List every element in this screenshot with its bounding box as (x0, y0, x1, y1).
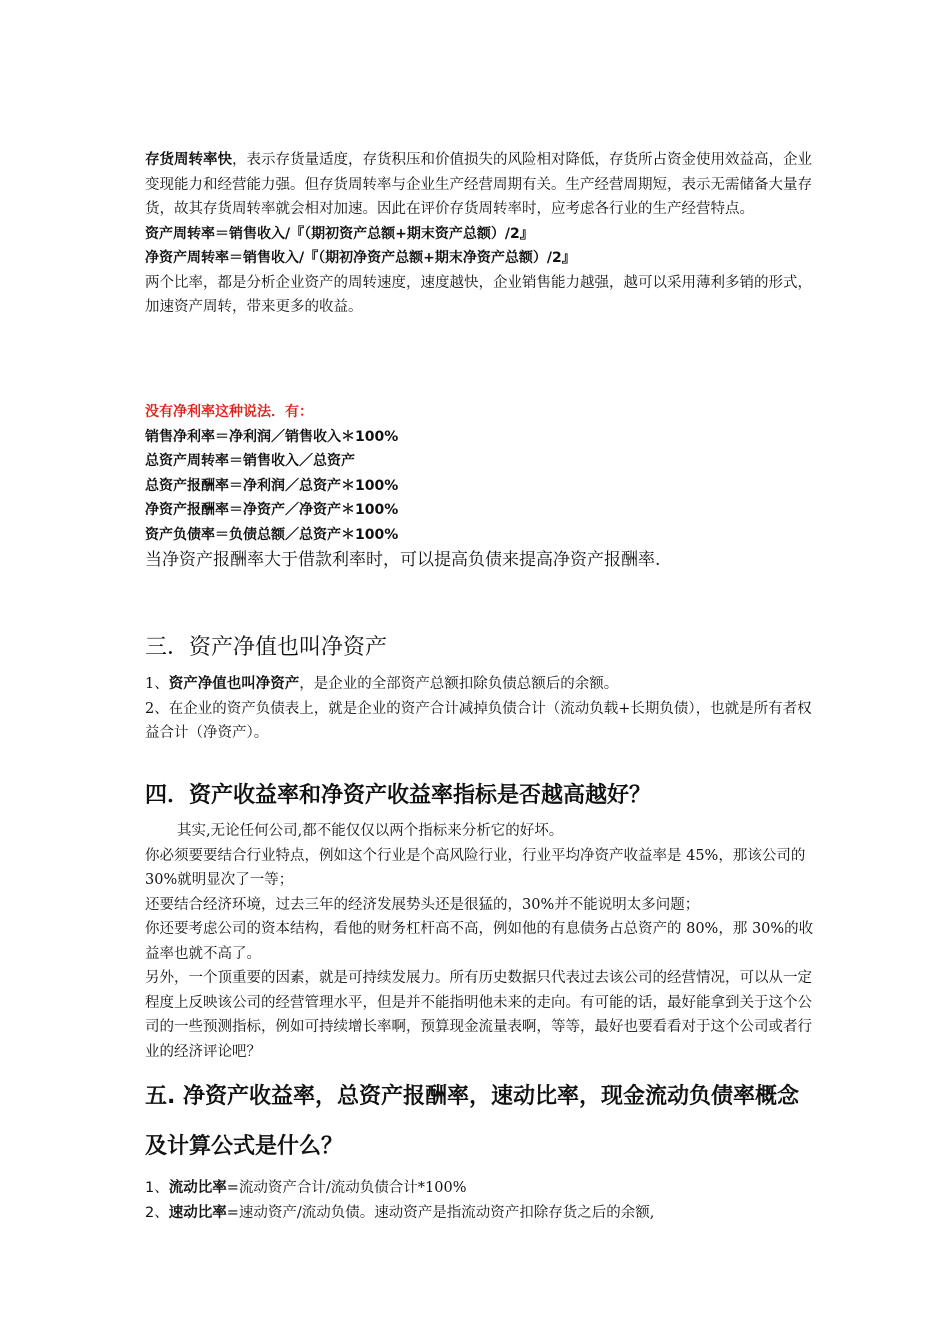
section-5-item-2-bold: 速动比率 (168, 1203, 227, 1221)
section-4-para-2: 你必须要要结合行业特点，例如这个行业是个高风险行业，行业平均净资产收益率是 45%，那该公司的 30%就明显次了一等； (145, 847, 806, 888)
section-5 (145, 1072, 815, 1225)
net-profit-section (145, 400, 815, 573)
formula-debt-ratio: 资产负债率＝负债总额／总资产＊100% (145, 526, 399, 543)
section-5-item-2 (145, 1201, 815, 1226)
section-3-item-1 (145, 672, 815, 697)
inventory-lead: 存货周转率快 (145, 151, 232, 168)
inventory-turnover-section (145, 148, 815, 320)
formula-sales-net-margin: 销售净利率＝净利润／销售收入＊100% (145, 428, 399, 445)
section-5-title: 五. 净资产收益率，总资产报酬率，速动比率，现金流动负债率概念及计算公式是什么？ (145, 1084, 800, 1159)
formula-total-asset-turnover: 总资产周转率＝销售收入／总资产 (145, 453, 355, 469)
section-4-para-1: 其实,无论任何公司,都不能仅仅以两个指标来分析它的好坏。 (177, 823, 564, 839)
formula-net-asset-return: 净资产报酬率＝净资产／净资产＊100% (145, 502, 399, 518)
section-5-item-1-bold: 流动比率 (168, 1179, 227, 1196)
section-3-item-1-bold: 资产净值也叫净资产 (168, 675, 300, 692)
section-5-item-2-prefix: 2、 (145, 1204, 169, 1221)
net-profit-conclusion: 当净资产报酬率大于借款利率时，可以提高负债来提高净资产报酬率. (145, 550, 661, 570)
net-asset-turnover-formula: 净资产周转率＝销售收入/『（期初净资产总额+期末净资产总额）/2』 (145, 250, 576, 266)
section-5-item-1-prefix: 1、 (145, 1180, 169, 1196)
section-3-item-1-prefix: 1、 (145, 676, 169, 692)
section-4-para-5: 另外，一个顶重要的因素，就是可持续发展力。所有历史数据只代表过去该公司的经营情况，可以从一定程度上反映该公司的经营管理水平，但是并不能指明他未来的走向。有可能的话，最好能拿到关于这个公司的一些预测指标，例如可持续增长率啊，预算现金流量表啊，等等，最好也要看看对于这个公司或者行业的经济评论吧？ (145, 970, 812, 1060)
section-3-item-2: 2、在企业的资产负债表上，就是企业的资产合计减掉负债合计（流动负载+长期负债），也就是所有者权益合计（净资产）。 (145, 700, 812, 741)
section-4 (145, 780, 815, 1064)
section-5-item-2-text: =速动资产/流动负债。速动资产是指流动资产扣除存货之后的余额, (226, 1204, 655, 1221)
section-4-title: 四．资产收益率和净资产收益率指标是否越高越好？ (145, 783, 652, 808)
turnover-summary: 两个比率，都是分析企业资产的周转速度，速度越快，企业销售能力越强，越可以采用薄利多销的形式，加速资产周转，带来更多的收益。 (145, 274, 812, 315)
section-5-item-1 (145, 1176, 815, 1201)
asset-turnover-formula: 资产周转率＝销售收入/『（期初资产总额+期末资产总额）/2』 (145, 225, 534, 242)
section-5-item-1-text: =流动资产合计/流动负债合计*100% (226, 1180, 467, 1196)
section-3-item-1-text: ，是企业的全部资产总额扣除负债总额后的余额。 (299, 676, 619, 692)
inventory-paragraph (145, 148, 815, 222)
inventory-text: ，表示存货量适度，存货积压和价值损失的风险相对降低，存货所占资金使用效益高，企业变现能力和经营能力强。但存货周转率与企业生产经营周期有关。生产经营周期短，表示无需储备大量存货，故其存货周转率就会相对加速。因此在评价存货周转率时，应考虑各行业的生产经营特点。 (145, 152, 812, 217)
formula-total-asset-return: 总资产报酬率＝净利润／总资产＊100% (145, 477, 399, 494)
section-4-para-4: 你还要考虑公司的资本结构，看他的财务杠杆高不高，例如他的有息债务占总资产的 80%，那 30%的收益率也就不高了。 (145, 921, 814, 962)
net-profit-red-note: 没有净利率这种说法．有： (145, 404, 313, 420)
section-3 (145, 632, 815, 746)
section-3-title: 三．资产净值也叫净资产 (145, 635, 388, 660)
section-4-para-3: 还要结合经济环境，过去三年的经济发展势头还是很猛的，30%并不能说明太多问题； (145, 896, 700, 913)
